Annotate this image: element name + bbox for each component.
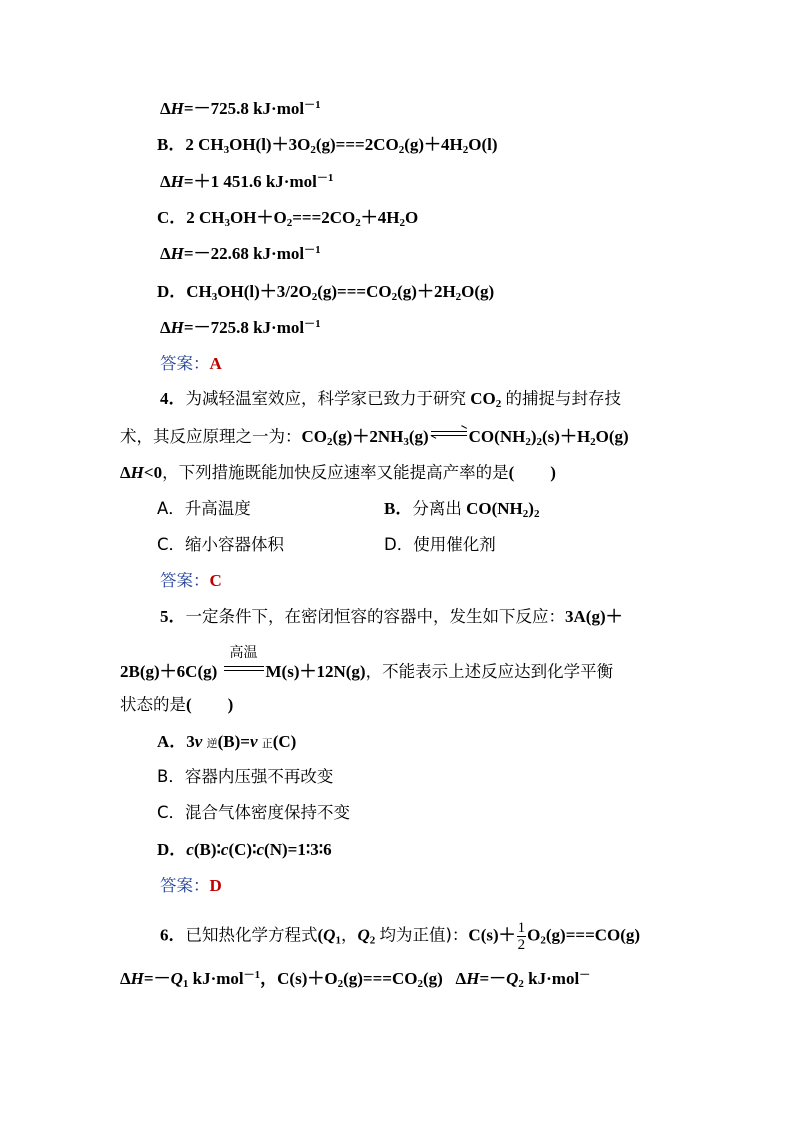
q4-stem-line2: 术，其反应原理之一为：$CO_2(g)+2NH_3(g)$ $CO(NH_2)_2(s)+H_2O(g)$ — [120, 427, 629, 448]
q4-option-b[interactable]: B．分离出 $CO(NH_2)_2$ — [384, 499, 540, 520]
q3-option-a-enthalpy: ΔH=－725.8 kJ·mol$^{-1}$ — [160, 99, 321, 118]
q6-stem-line1: 6．已知热化学方程式($Q_1$，$Q_2$ 均为正值)：C(s)＋ $\frac{1}{2}$ $O_2(g)===CO(g)$ — [160, 920, 641, 953]
q3-option-c[interactable]: C．2 $CH_3OH+O_2===2CO_2+4H_2O$ — [157, 208, 419, 229]
q4-stem-line3: ΔH<0，下列措施既能加快反应速率又能提高产率的是( ) — [120, 463, 556, 482]
q6-stem-line2: $\Delta H=-Q_1$ kJ·mol$^{-1}$，$C(s)+O_2(g)===CO_2(g)$ $\Delta H=-Q_2$ kJ·mol－ — [120, 969, 591, 990]
fraction: $\frac{1}{2}$ — [517, 920, 526, 953]
reversible-arrow-with-condition — [222, 645, 266, 680]
q5-answer — [160, 875, 222, 897]
answer-value: C — [209, 571, 222, 590]
q4-stem-line1: 4．为减轻温室效应，科学家已致力于研究 $CO_2$ 的捕捉与封存技 — [160, 389, 621, 410]
q5-option-d[interactable]: D．c(B)∶c(C)∶c(N)=1∶3∶6 — [157, 840, 332, 859]
answer-label: 答案： — [160, 571, 210, 590]
q5-option-c[interactable]: C．混合气体密度保持不变 — [157, 803, 351, 822]
q3-answer — [160, 353, 222, 375]
answer-value: A — [209, 354, 222, 373]
answer-label: 答案： — [160, 876, 210, 895]
q5-stem-line2: 2B(g)＋6C(g) 高温 M(s)＋12N(g)，不能表示上述反应达到化学平衡 — [120, 658, 613, 683]
q4-option-a[interactable]: A．升高温度 — [157, 499, 251, 518]
q5-stem-line3: 状态的是( ) — [120, 695, 234, 714]
answer-value: D — [209, 876, 222, 895]
q3-option-c-enthalpy: ΔH=－22.68 kJ·mol$^{-1}$ — [160, 244, 321, 263]
q3-option-d-enthalpy: ΔH=－725.8 kJ·mol$^{-1}$ — [160, 318, 321, 337]
q4-answer — [160, 570, 222, 592]
q3-option-d[interactable]: D．$CH_3OH(l)+3/2O_2(g)===CO_2(g)+2H_2O(g)$ — [157, 282, 495, 303]
q5-stem-line1: 5．一定条件下，在密闭恒容的容器中，发生如下反应：3A(g)＋ — [160, 607, 623, 626]
q5-option-a[interactable]: A．3v 逆(B)=v 正(C) — [157, 732, 297, 751]
answer-label: 答案： — [160, 354, 210, 373]
q3-option-b[interactable]: B．2 $CH_3OH(l)+3O_2(g)===2CO_2(g)+4H_2O(l)$ — [157, 135, 498, 156]
reaction-condition: 高温 — [229, 645, 258, 661]
q5-option-b[interactable]: B．容器内压强不再改变 — [157, 767, 334, 786]
q4-option-d[interactable]: D．使用催化剂 — [384, 535, 496, 554]
q3-option-b-enthalpy: ΔH=＋1 451.6 kJ·mol$^{-1}$ — [160, 172, 334, 191]
reversible-arrow-icon — [431, 429, 467, 439]
q4-option-c[interactable]: C．缩小容器体积 — [157, 535, 285, 554]
